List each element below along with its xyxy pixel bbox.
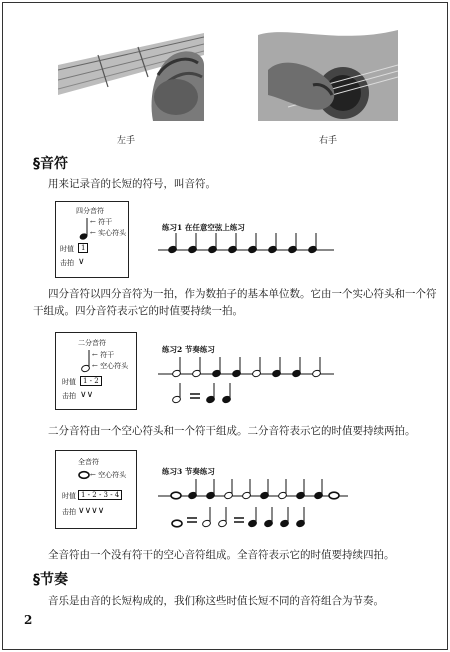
- whole-note-symbol: [78, 470, 90, 480]
- whole-box-title: 全音符: [78, 458, 99, 466]
- notes-intro: 用来记录音的长短的符号，叫音符。: [48, 178, 216, 190]
- left-hand-caption: 左手: [117, 136, 136, 146]
- exercise2-rhythm: [158, 354, 334, 380]
- section-heading-rhythm: §节奏: [33, 572, 68, 588]
- quarter-duration-label: 时值: [60, 245, 74, 253]
- whole-head-label: ← 空心符头: [90, 471, 127, 479]
- right-hand-photo: [258, 25, 398, 121]
- exercise3-rhythm: [158, 476, 348, 502]
- quarter-para-line2: 干组成。四分音符表示它的时值要持续一拍。: [33, 305, 243, 317]
- left-hand-photo: [58, 25, 204, 121]
- whole-equals-halves-quarters: [168, 504, 308, 530]
- whole-note-box: [55, 450, 137, 529]
- quarter-beat-label: 击拍: [60, 259, 74, 267]
- section-heading-notes: §音符: [33, 156, 68, 172]
- quarter-box-title: 四分音符: [76, 207, 104, 215]
- quarter-para-line1: 四分音符以四分音符为一拍，作为数拍子的基本单位数。它由一个实心符头和一个符: [48, 288, 437, 300]
- quarter-beat-marks: ∨: [78, 257, 85, 267]
- quarter-note-box: [55, 201, 129, 278]
- half-para: 二分音符由一个空心符头和一个符干组成。二分音符表示它的时值要持续两拍。: [48, 425, 416, 437]
- exercise1-rhythm: [158, 230, 334, 256]
- exercise3-title: 练习3 节奏练习: [162, 467, 215, 476]
- half-equals-two-quarters: [168, 380, 238, 406]
- half-head-label: ← 空心符头: [92, 362, 129, 370]
- whole-beat-marks: ∨∨∨∨: [78, 506, 105, 516]
- half-box-title: 二分音符: [78, 339, 106, 347]
- whole-duration-label: 时值: [62, 492, 76, 500]
- page-number: 2: [24, 613, 33, 627]
- quarter-note-symbol: [78, 217, 90, 241]
- half-note-box: [55, 332, 137, 410]
- rhythm-intro: 音乐是由音的长短构成的，我们称这些时值长短不同的音符组合为节奏。: [48, 595, 384, 607]
- exercise2-title: 练习2 节奏练习: [162, 345, 215, 354]
- half-stem-label: ← 符干: [92, 351, 115, 359]
- quarter-stem-label: ← 符干: [90, 218, 113, 226]
- half-duration-value: 1 - 2: [80, 376, 102, 386]
- whole-beat-label: 击拍: [62, 508, 76, 516]
- quarter-duration-value: 1: [78, 243, 88, 253]
- half-beat-marks: ∨∨: [80, 390, 94, 400]
- quarter-head-label: ← 实心符头: [90, 229, 127, 237]
- whole-para: 全音符由一个没有符干的空心音符组成。全音符表示它的时值要持续四拍。: [48, 549, 395, 561]
- whole-duration-value: 1 - 2 - 3 - 4: [78, 490, 122, 500]
- exercise1-title: 练习1 在任意空弦上练习: [162, 223, 245, 232]
- right-hand-caption: 右手: [319, 136, 338, 146]
- half-beat-label: 击拍: [62, 392, 76, 400]
- half-duration-label: 时值: [62, 378, 76, 386]
- half-note-symbol: [80, 349, 92, 373]
